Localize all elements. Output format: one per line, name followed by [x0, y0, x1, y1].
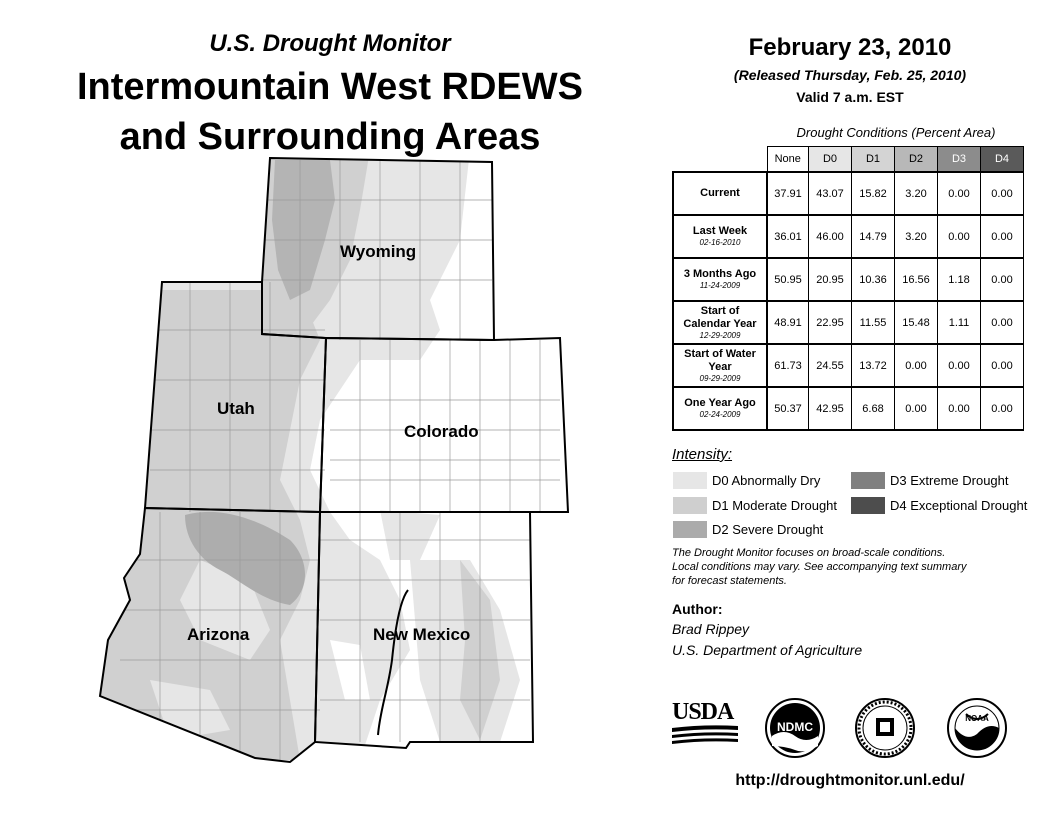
- table-header-row: [673, 147, 1024, 173]
- table-cell: 15.48: [895, 301, 938, 344]
- drought-monitor-link[interactable]: http://droughtmonitor.unl.edu/: [735, 772, 965, 789]
- table-cell: 42.95: [809, 387, 852, 430]
- legend-swatch: [672, 520, 708, 539]
- usda-logo-text: USDA: [672, 699, 734, 725]
- table-cell: 15.82: [852, 172, 895, 215]
- table-cell: 0.00: [938, 387, 981, 430]
- state-label-utah: Utah: [217, 399, 255, 418]
- table-cell: 0.00: [981, 258, 1024, 301]
- valid-time: Valid 7 a.m. EST: [796, 89, 904, 105]
- table-cell: 3.20: [895, 215, 938, 258]
- table-cell: 0.00: [981, 301, 1024, 344]
- table-cell: 36.01: [767, 215, 809, 258]
- row-sublabel: 09-29-2009: [699, 373, 741, 383]
- note-line: Local conditions may vary. See accompanying text summary: [672, 561, 967, 573]
- table-cell: 0.00: [938, 344, 981, 387]
- table-cell: 48.91: [767, 301, 809, 344]
- table-cell: 50.37: [767, 387, 809, 430]
- state-label-colorado: Colorado: [404, 422, 479, 441]
- table-row: [673, 172, 1024, 215]
- col-header: D2: [895, 147, 938, 173]
- legend-item-d3: [850, 471, 1009, 490]
- table-cell: 46.00: [809, 215, 852, 258]
- drought-conditions-table: [672, 146, 1024, 431]
- legend-swatch: [850, 496, 886, 515]
- table-row: [673, 387, 1024, 430]
- table-cell: 22.95: [809, 301, 852, 344]
- row-label: [673, 301, 767, 344]
- legend-swatch: [850, 471, 886, 490]
- noaa-logo-text: NOAA: [965, 714, 989, 723]
- usda-swoosh-icon: [672, 724, 738, 744]
- legend-label: D4 Exceptional Drought: [890, 498, 1028, 513]
- state-label-arizona: Arizona: [187, 625, 250, 644]
- map-title-line2: and Surrounding Areas: [119, 116, 541, 158]
- table-cell: 24.55: [809, 344, 852, 387]
- table-row: [673, 215, 1024, 258]
- row-label-text: Last Week: [692, 225, 748, 237]
- legend-item-d4: [850, 496, 1027, 515]
- table-cell: 0.00: [981, 172, 1024, 215]
- table-cell: 0.00: [895, 387, 938, 430]
- col-header: D1: [852, 147, 895, 173]
- row-sublabel: 02-16-2010: [699, 238, 741, 247]
- table-cell: 20.95: [809, 258, 852, 301]
- row-label-text: Current: [700, 187, 740, 199]
- legend-item-d0: [672, 471, 820, 490]
- row-label-text: Start of Calendar Year: [683, 304, 757, 330]
- map-date: February 23, 2010: [748, 34, 952, 61]
- table-row: [673, 258, 1024, 301]
- row-label: [673, 344, 767, 387]
- legend-heading: Intensity:: [672, 446, 733, 463]
- disclaimer-note: [672, 546, 1022, 588]
- ndmc-logo: [764, 698, 826, 758]
- table-cell: 37.91: [767, 172, 809, 215]
- table-cell: 50.95: [767, 258, 809, 301]
- table-cell: 16.56: [895, 258, 938, 301]
- drought-map: [0, 150, 670, 780]
- commerce-seal-icon: [854, 698, 916, 758]
- table-cell: 1.11: [938, 301, 981, 344]
- col-header: D0: [809, 147, 852, 173]
- col-header: D4: [981, 147, 1024, 173]
- table-cell: 14.79: [852, 215, 895, 258]
- legend-swatch: [672, 471, 708, 490]
- legend-swatch: [672, 496, 708, 515]
- row-label-text: 3 Months Ago: [683, 268, 757, 280]
- map-subtitle: U.S. Drought Monitor: [209, 30, 451, 57]
- state-label-wyoming: Wyoming: [340, 242, 417, 261]
- table-cell: 1.18: [938, 258, 981, 301]
- noaa-logo: [946, 698, 1008, 758]
- author-heading: Author:: [672, 601, 723, 617]
- author-org: U.S. Department of Agriculture: [672, 642, 863, 658]
- table-cell: 43.07: [809, 172, 852, 215]
- row-sublabel: 12-29-2009: [699, 330, 741, 340]
- table-cell: 10.36: [852, 258, 895, 301]
- author-name: Brad Rippey: [672, 621, 750, 637]
- map-title-line1: Intermountain West RDEWS: [77, 66, 583, 108]
- row-label: [673, 215, 767, 258]
- table-cell: 0.00: [981, 215, 1024, 258]
- legend-label: D2 Severe Drought: [712, 522, 824, 537]
- release-date: (Released Thursday, Feb. 25, 2010): [733, 67, 967, 83]
- col-header: None: [767, 147, 809, 173]
- table-cell: 0.00: [938, 215, 981, 258]
- row-sublabel: 11-24-2009: [699, 281, 741, 290]
- table-cell: 6.68: [852, 387, 895, 430]
- ndmc-logo-text: NDMC: [777, 720, 813, 734]
- table-cell: 0.00: [895, 344, 938, 387]
- row-label-text: Start of Water Year: [684, 347, 756, 373]
- legend-label: D1 Moderate Drought: [712, 498, 838, 513]
- table-cell: 0.00: [938, 172, 981, 215]
- table-row: [673, 301, 1024, 344]
- row-label: [673, 387, 767, 430]
- note-line: The Drought Monitor focuses on broad-scale conditions.: [672, 547, 946, 559]
- legend-label: D3 Extreme Drought: [890, 473, 1009, 488]
- table-cell: 13.72: [852, 344, 895, 387]
- table-caption: Drought Conditions (Percent Area): [796, 125, 996, 140]
- note-line: for forecast statements.: [672, 575, 787, 587]
- table-row: [673, 344, 1024, 387]
- legend-item-d2: [672, 520, 823, 539]
- table-cell: 11.55: [852, 301, 895, 344]
- usda-logo: [672, 700, 738, 746]
- col-header: D3: [938, 147, 981, 173]
- state-label-new-mexico: New Mexico: [373, 625, 471, 644]
- row-label: [673, 258, 767, 301]
- legend-label: D0 Abnormally Dry: [712, 473, 821, 488]
- row-label-text: One Year Ago: [684, 397, 756, 409]
- legend-item-d1: [672, 496, 837, 515]
- row-sublabel: 02-24-2009: [699, 410, 741, 419]
- table-cell: 61.73: [767, 344, 809, 387]
- table-cell: 0.00: [981, 344, 1024, 387]
- row-label: [673, 172, 767, 215]
- table-cell: 0.00: [981, 387, 1024, 430]
- table-cell: 3.20: [895, 172, 938, 215]
